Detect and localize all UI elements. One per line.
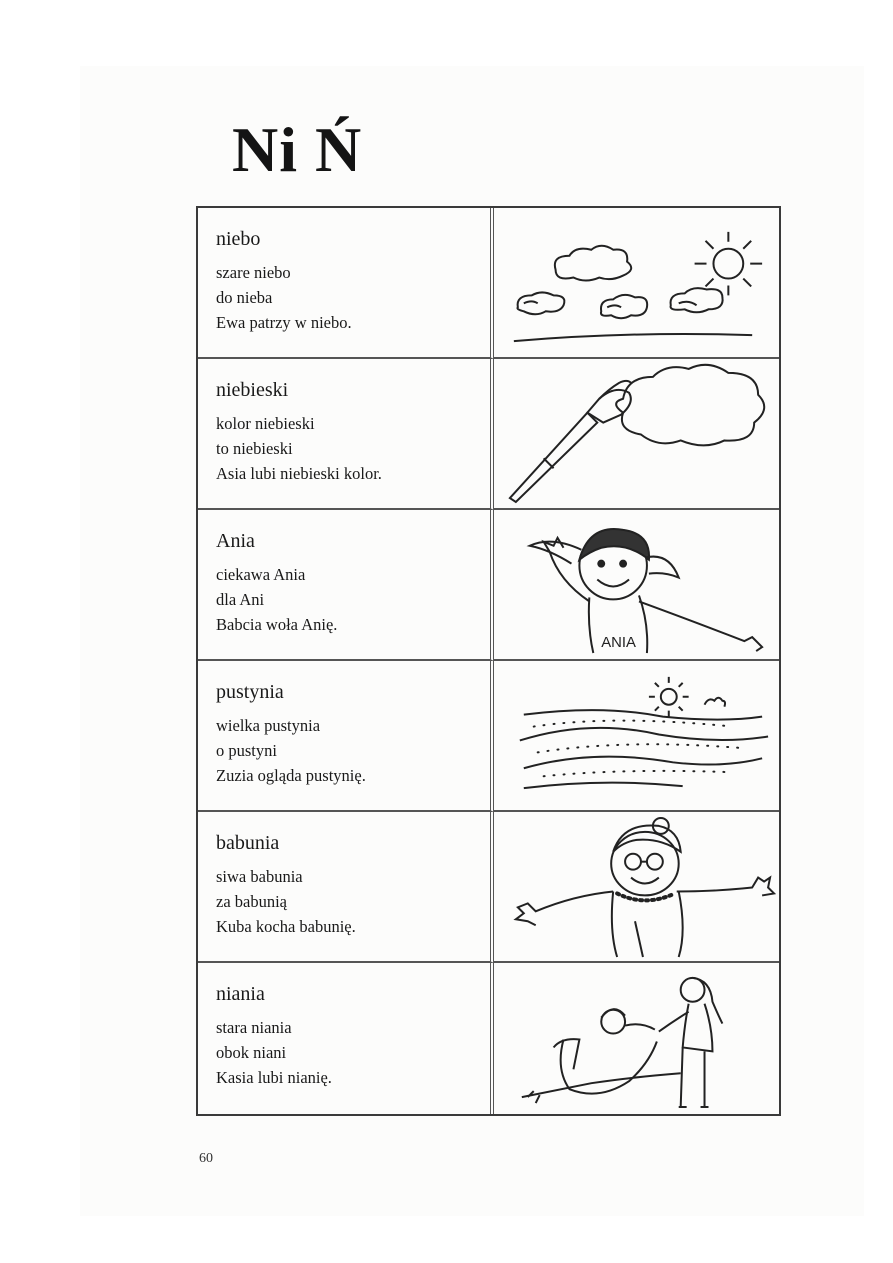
entry-picture-niebieski — [494, 359, 779, 510]
entry-word: pustynia — [216, 681, 284, 703]
entry-phrase: obok niani — [216, 1043, 287, 1062]
entry-phrase: Zuzia ogląda pustynię. — [216, 766, 366, 785]
entry-phrase: kolor niebieski — [216, 414, 315, 433]
entry-phrase: dla Ani — [216, 590, 265, 609]
picture-label: ANIA — [601, 635, 636, 652]
entry-phrase: Kuba kocha babunię. — [216, 917, 356, 936]
entry-word: niebo — [216, 228, 261, 250]
desert-dunes-icon — [494, 661, 779, 810]
entry-phrase: stara niania — [216, 1018, 292, 1037]
entry-word: niania — [216, 983, 265, 1005]
entry-phrase: o pustyni — [216, 741, 277, 760]
entry-word: babunia — [216, 832, 280, 854]
entry-phrase: Babcia woła Anię. — [216, 615, 338, 634]
sky-clouds-sun-icon — [494, 208, 779, 357]
entry-phrase: Ewa patrzy w niebo. — [216, 313, 352, 332]
grandma-arms-open-icon — [494, 812, 779, 961]
entry-phrase: do nieba — [216, 288, 273, 307]
nanny-cradle-icon — [494, 963, 779, 1114]
entry-phrase: za babunią — [216, 892, 288, 911]
entry-phrase: Kasia lubi nianię. — [216, 1068, 332, 1087]
entry-phrase: szare niebo — [216, 263, 291, 282]
vocabulary-table — [196, 206, 781, 1116]
entry-picture-pustynia — [494, 661, 779, 812]
entry-text-niebo — [198, 208, 494, 359]
entry-picture-babunia — [494, 812, 779, 963]
entry-picture-ania — [494, 510, 779, 661]
entry-phrase: Asia lubi niebieski kolor. — [216, 464, 382, 483]
entry-picture-niania — [494, 963, 779, 1114]
entry-text-niania — [198, 963, 494, 1114]
paintbrush-cloud-icon — [494, 359, 779, 508]
entry-phrase: to niebieski — [216, 439, 293, 458]
entry-phrase: wielka pustynia — [216, 716, 321, 735]
entry-word: niebieski — [216, 379, 289, 401]
entry-phrase: siwa babunia — [216, 867, 303, 886]
page-number: 60 — [199, 1151, 213, 1166]
entry-phrase: ciekawa Ania — [216, 565, 306, 584]
entry-text-niebieski — [198, 359, 494, 510]
entry-text-pustynia — [198, 661, 494, 812]
entry-text-babunia — [198, 812, 494, 963]
page-title: Ni Ń — [232, 114, 363, 185]
entry-text-ania — [198, 510, 494, 661]
entry-picture-niebo — [494, 208, 779, 359]
entry-word: Ania — [216, 530, 255, 552]
girl-ania-icon — [494, 510, 779, 659]
